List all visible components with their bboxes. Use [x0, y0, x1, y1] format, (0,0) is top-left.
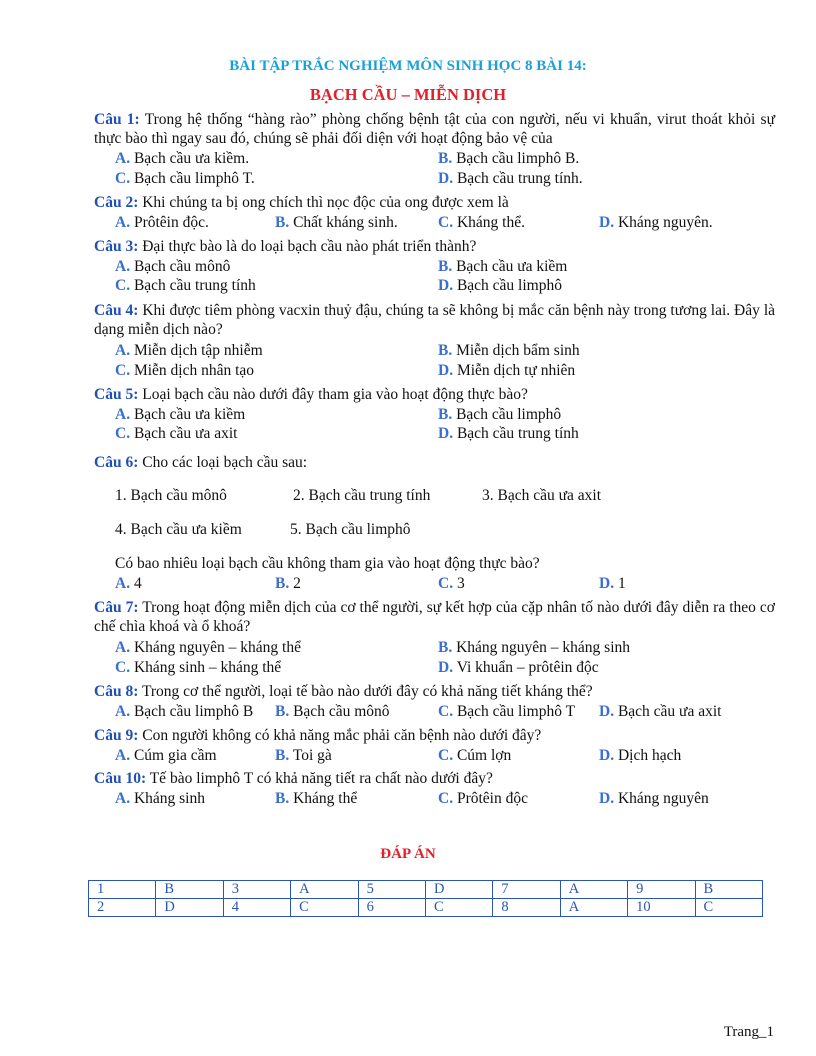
option-b: B. Bạch cầu limphô: [438, 406, 562, 423]
question-prompt: Có bao nhiêu loại bạch cầu không tham gia vào hoạt động thực bào?: [115, 555, 540, 572]
option-a: A. Kháng nguyên – kháng thể: [115, 639, 301, 656]
option-c: C. Cúm lợn: [438, 747, 512, 764]
question-label: Câu 3:: [94, 238, 139, 255]
table-cell: B: [156, 881, 223, 899]
question-stem: Con người không có khả năng mắc phải căn bệnh nào dưới đây?: [142, 727, 542, 744]
option-a: A. Bạch cầu ưa kiềm.: [115, 150, 250, 167]
question-1: [94, 110, 775, 148]
table-cell: A: [560, 899, 627, 917]
option-d: D. Miễn dịch tự nhiên: [438, 362, 576, 379]
option-d: D. Bạch cầu limphô: [438, 277, 562, 294]
question-7: [94, 598, 775, 636]
table-cell: D: [156, 899, 223, 917]
question-4: [94, 301, 775, 339]
option-d: D. Vi khuẩn – prôtêin độc: [438, 659, 599, 676]
question-label: Câu 9:: [94, 727, 139, 744]
option-b: B. Bạch cầu mônô: [275, 703, 390, 720]
option-a: A. Bạch cầu limphô B: [115, 703, 254, 720]
option-b: B. 2: [275, 575, 301, 592]
table-row: [89, 899, 763, 917]
option-a: A. Prôtêin độc.: [115, 214, 209, 231]
table-cell: 10: [628, 899, 695, 917]
option-a: A. Bạch cầu ưa kiềm: [115, 406, 246, 423]
option-c: C. 3: [438, 575, 465, 592]
question-8: [94, 682, 775, 701]
table-row: [89, 881, 763, 899]
list-item: 4. Bạch cầu ưa kiềm: [115, 521, 242, 538]
option-b: B. Kháng thể: [275, 790, 358, 807]
option-c: C. Prôtêin độc: [438, 790, 528, 807]
document-title: BÀI TẬP TRẮC NGHIỆM MÔN SINH HỌC 8 BÀI 14:: [229, 58, 587, 74]
option-d: D. Bạch cầu ưa axit: [599, 703, 722, 720]
question-label: Câu 4:: [94, 302, 139, 319]
table-cell: 7: [493, 881, 560, 899]
page-number: Trang_1: [723, 1024, 774, 1040]
table-cell: C: [695, 899, 762, 917]
question-stem: Tế bào limphô T có khả năng tiết ra chất nào dưới đây?: [149, 770, 493, 787]
table-cell: 3: [223, 881, 290, 899]
option-c: C. Kháng sinh – kháng thể: [115, 659, 282, 676]
option-d: D. Bạch cầu trung tính: [438, 425, 579, 442]
option-c: C. Kháng thể.: [438, 214, 525, 231]
table-cell: 8: [493, 899, 560, 917]
option-c: C. Bạch cầu limphô T: [438, 703, 576, 720]
list-item: 2. Bạch cầu trung tính: [293, 487, 431, 504]
table-cell: 4: [223, 899, 290, 917]
question-label: Câu 6:: [94, 454, 139, 471]
option-b: B. Miễn dịch bẩm sinh: [438, 342, 580, 359]
table-cell: 6: [358, 899, 425, 917]
option-b: B. Toi gà: [275, 747, 332, 764]
document-subtitle: BẠCH CẦU – MIỄN DỊCH: [309, 85, 507, 104]
question-stem: Trong cơ thể người, loại tế bào nào dưới đây có khả năng tiết kháng thể?: [141, 683, 593, 700]
option-c: C. Bạch cầu ưa axit: [115, 425, 238, 442]
option-b: B. Bạch cầu limphô B.: [438, 150, 580, 167]
question-label: Câu 2:: [94, 194, 139, 211]
option-d: D. Dịch hạch: [599, 747, 682, 764]
option-d: D. 1: [599, 575, 626, 592]
table-cell: 9: [628, 881, 695, 899]
option-d: D. Kháng nguyên: [599, 790, 709, 807]
option-a: A. 4: [115, 575, 142, 592]
question-stem: Trong hoạt động miễn dịch của cơ thể người, sự kết hợp của cặp nhân tố nào dưới đây diễn ra theo cơ chế chìa khoá và ổ khoá?: [94, 599, 775, 635]
question-label: Câu 8:: [94, 683, 139, 700]
answer-key-table: [88, 880, 763, 917]
list-item: 3. Bạch cầu ưa axit: [482, 487, 602, 504]
list-item: 5. Bạch cầu limphô: [290, 521, 411, 538]
question-label: Câu 7:: [94, 599, 139, 616]
question-5: [94, 385, 775, 404]
question-6: [94, 453, 775, 472]
option-a: A. Miễn dịch tập nhiễm: [115, 342, 263, 359]
table-cell: 5: [358, 881, 425, 899]
option-b: B. Chất kháng sinh.: [275, 214, 398, 231]
answer-key-title: ĐÁP ÁN: [380, 846, 436, 862]
question-9: [94, 726, 775, 745]
option-c: C. Bạch cầu limphô T.: [115, 170, 255, 187]
option-a: A. Bạch cầu mônô: [115, 258, 231, 275]
question-10: [94, 769, 775, 788]
option-d: D. Kháng nguyên.: [599, 214, 713, 231]
question-stem: Khi được tiêm phòng vacxin thuỷ đậu, chúng ta sẽ không bị mắc căn bệnh này trong tương lai. Đây là dạng miễn dịch nào?: [94, 302, 776, 338]
table-cell: 1: [89, 881, 156, 899]
question-3: [94, 237, 775, 256]
question-stem: Khi chúng ta bị ong chích thì nọc độc của ong được xem là: [142, 194, 509, 211]
option-b: B. Kháng nguyên – kháng sinh: [438, 639, 631, 656]
table-cell: A: [291, 881, 358, 899]
question-stem: Loại bạch cầu nào dưới đây tham gia vào hoạt động thực bào?: [142, 386, 528, 403]
option-d: D. Bạch cầu trung tính.: [438, 170, 583, 187]
question-stem: Cho các loại bạch cầu sau:: [142, 454, 308, 471]
question-stem: Trong hệ thống “hàng rào” phòng chống bệnh tật của con người, nếu vi khuẩn, virut thoát khỏi sự thực bào thì ngay sau đó, chúng sẽ phải đối diện với hoạt động bảo vệ của: [94, 111, 775, 147]
option-c: C. Bạch cầu trung tính: [115, 277, 256, 294]
option-a: A. Kháng sinh: [115, 790, 205, 807]
list-item: 1. Bạch cầu mônô: [115, 487, 227, 504]
question-2: [94, 193, 775, 212]
table-cell: 2: [89, 899, 156, 917]
table-cell: C: [291, 899, 358, 917]
table-cell: B: [695, 881, 762, 899]
question-stem: Đại thực bào là do loại bạch cầu nào phát triển thành?: [142, 238, 477, 255]
question-label: Câu 5:: [94, 386, 139, 403]
table-cell: C: [425, 899, 492, 917]
table-cell: D: [425, 881, 492, 899]
table-cell: A: [560, 881, 627, 899]
option-a: A. Cúm gia cầm: [115, 747, 217, 764]
option-b: B. Bạch cầu ưa kiềm: [438, 258, 568, 275]
option-c: C. Miễn dịch nhân tạo: [115, 362, 255, 379]
question-label: Câu 10:: [94, 770, 147, 787]
question-label: Câu 1:: [94, 111, 140, 128]
